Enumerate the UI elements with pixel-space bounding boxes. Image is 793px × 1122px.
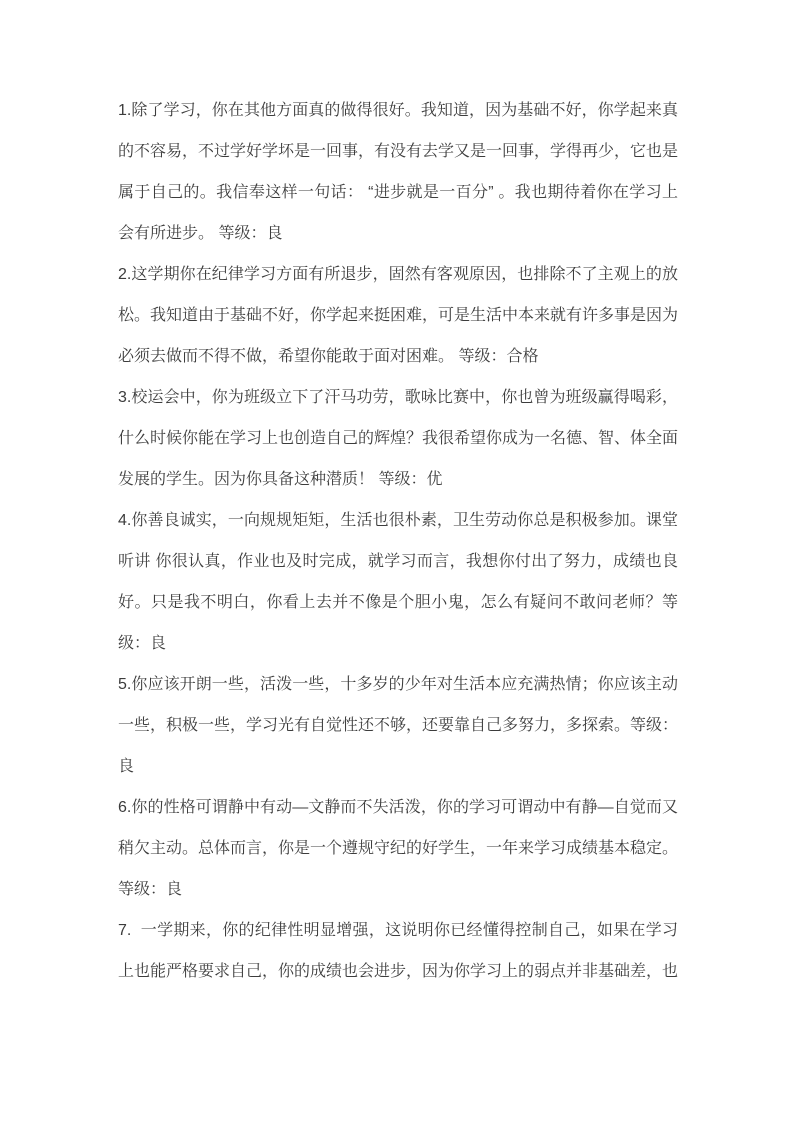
comment-paragraph-2: 2.这学期你在纪律学习方面有所退步，固然有客观原因，也排除不了主观上的放松。我知道由于基础不好，你学起来挺困难，可是生活中本来就有许多事是因为必须去做而不得不做，希望你能敢于面对困难。 等级：合格 (118, 266, 679, 365)
comment-paragraph-6: 6.你的性格可谓静中有动—文静而不失活泼，你的学习可谓动中有静—自觉而又稍欠主动。总体而言，你是一个遵规守纪的好学生，一年来学习成绩基本稳定。等级：良 (118, 799, 679, 898)
comment-paragraph-1: 1.除了学习，你在其他方面真的做得很好。我知道，因为基础不好，你学起来真的不容易，不过学好学坏是一回事，有没有去学又是一回事，学得再少，它也是属于自己的。我信奉这样一句话： “进步就是一百分” 。我也期待着你在学习上会有所进步。 等级：良 (118, 102, 679, 242)
comment-paragraph-3: 3.校运会中，你为班级立下了汗马功劳，歌咏比赛中，你也曾为班级赢得喝彩，什么时候你能在学习上也创造自己的辉煌？我很希望你成为一名德、智、体全面发展的学生。因为你具备这种潜质！ 等级：优 (118, 389, 679, 488)
comment-paragraph-5: 5.你应该开朗一些，活泼一些，十多岁的少年对生活本应充满热情；你应该主动一些，积极一些，学习光有自觉性还不够，还要靠自己多努力，多探索。等级：良 (118, 676, 679, 775)
comment-paragraph-4: 4.你善良诚实，一向规规矩矩，生活也很朴素，卫生劳动你总是积极参加。课堂听讲 你很认真，作业也及时完成，就学习而言，我想你付出了努力，成绩也良好。只是我不明白，你看上去并不像是个胆小鬼，怎么有疑问不敢问老师？等级：良 (118, 512, 678, 652)
comment-paragraph-7: 7. 一学期来，你的纪律性明显增强，这说明你已经懂得控制自己，如果在学习上也能严格要求自己，你的成绩也会进步，因为你学习上的弱点并非基础差，也 (118, 922, 679, 980)
